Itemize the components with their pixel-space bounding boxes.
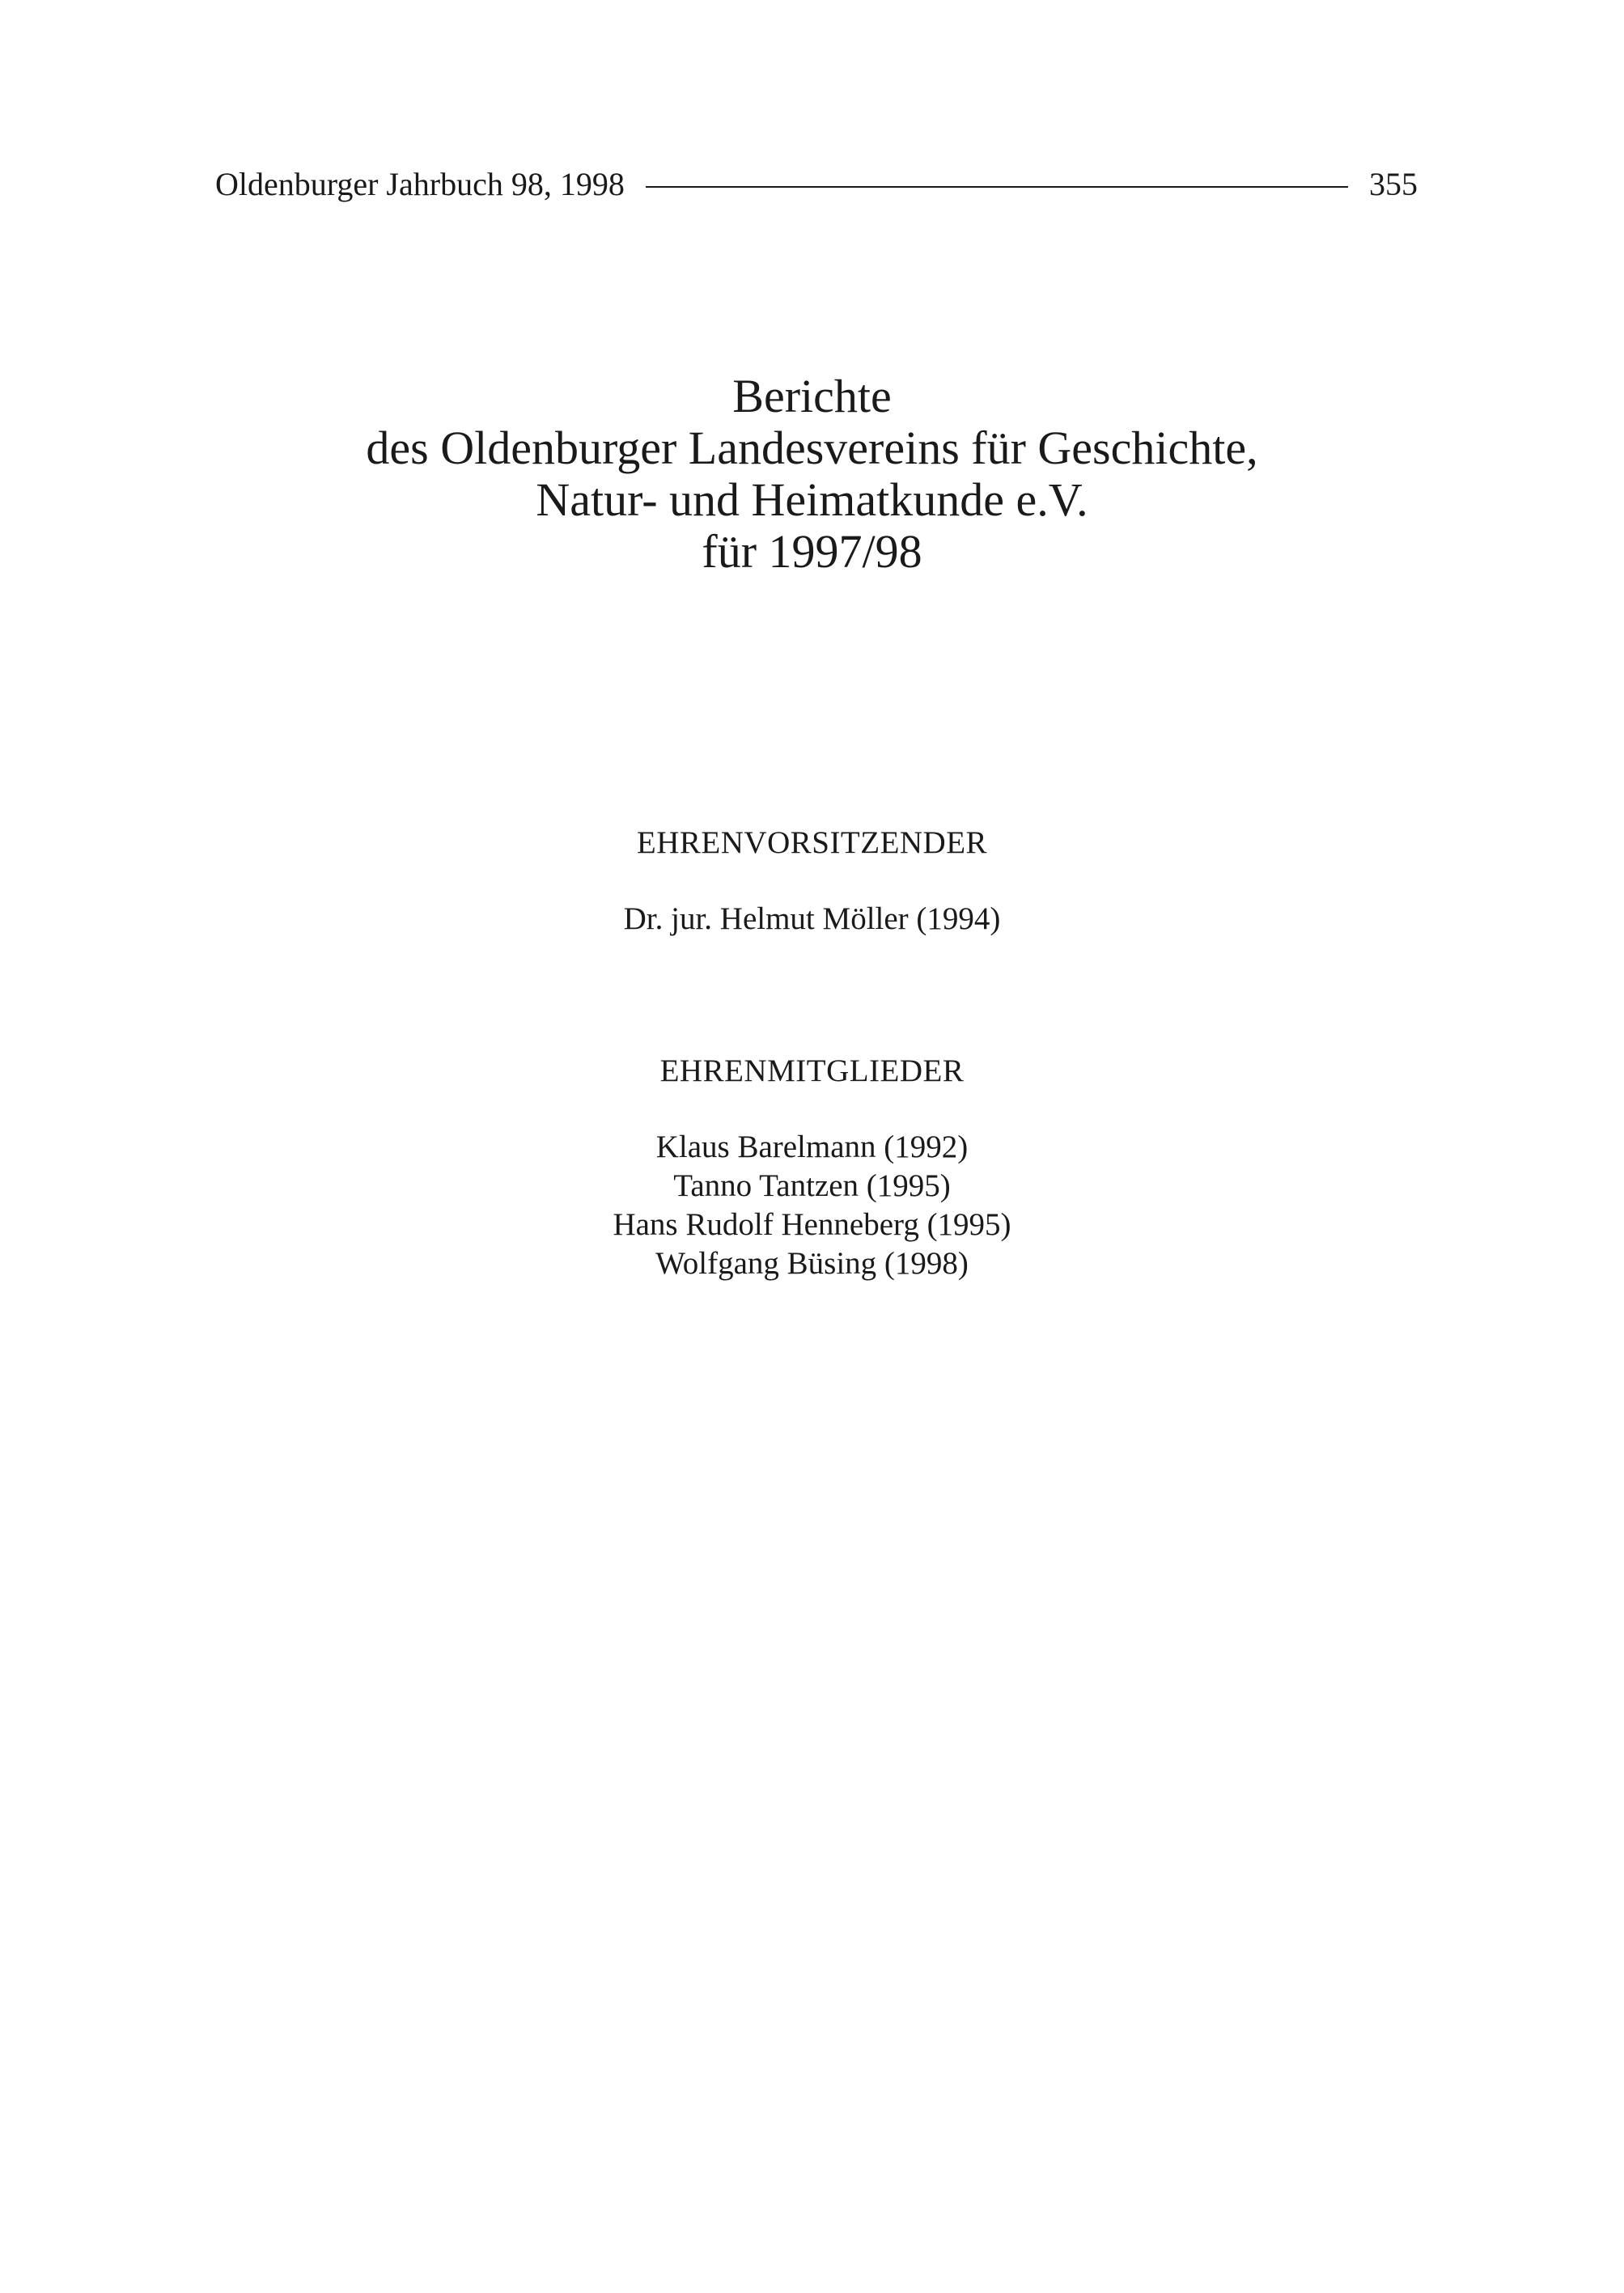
title-line: Berichte [732, 370, 892, 422]
journal-title: Oldenburger Jahrbuch 98, 1998 [215, 166, 625, 202]
honorary-members-list [0, 1128, 1624, 1283]
honorary-member-entry: Wolfgang Büsing (1998) [655, 1246, 969, 1281]
report-title [0, 371, 1624, 578]
header-rule [646, 186, 1348, 188]
honorary-chairman-heading: EHRENVORSITZENDER [636, 825, 988, 860]
honorary-member-entry: Klaus Barelmann (1992) [655, 1130, 969, 1164]
title-line: Natur- und Heimatkunde e.V. [536, 473, 1088, 526]
honorary-chairman-entry: Dr. jur. Helmut Möller (1994) [623, 901, 1001, 936]
honorary-members-heading: EHRENMITGLIEDER [659, 1053, 965, 1088]
title-line: des Oldenburger Landesvereins für Geschichte, [366, 422, 1258, 474]
honorary-member-entry: Tanno Tantzen (1995) [673, 1168, 951, 1203]
title-line: für 1997/98 [702, 525, 922, 578]
page-number: 355 [1369, 166, 1418, 202]
honorary-chairman-list [0, 900, 1624, 939]
running-head [215, 164, 1418, 205]
honorary-member-entry: Hans Rudolf Henneberg (1995) [613, 1207, 1011, 1242]
